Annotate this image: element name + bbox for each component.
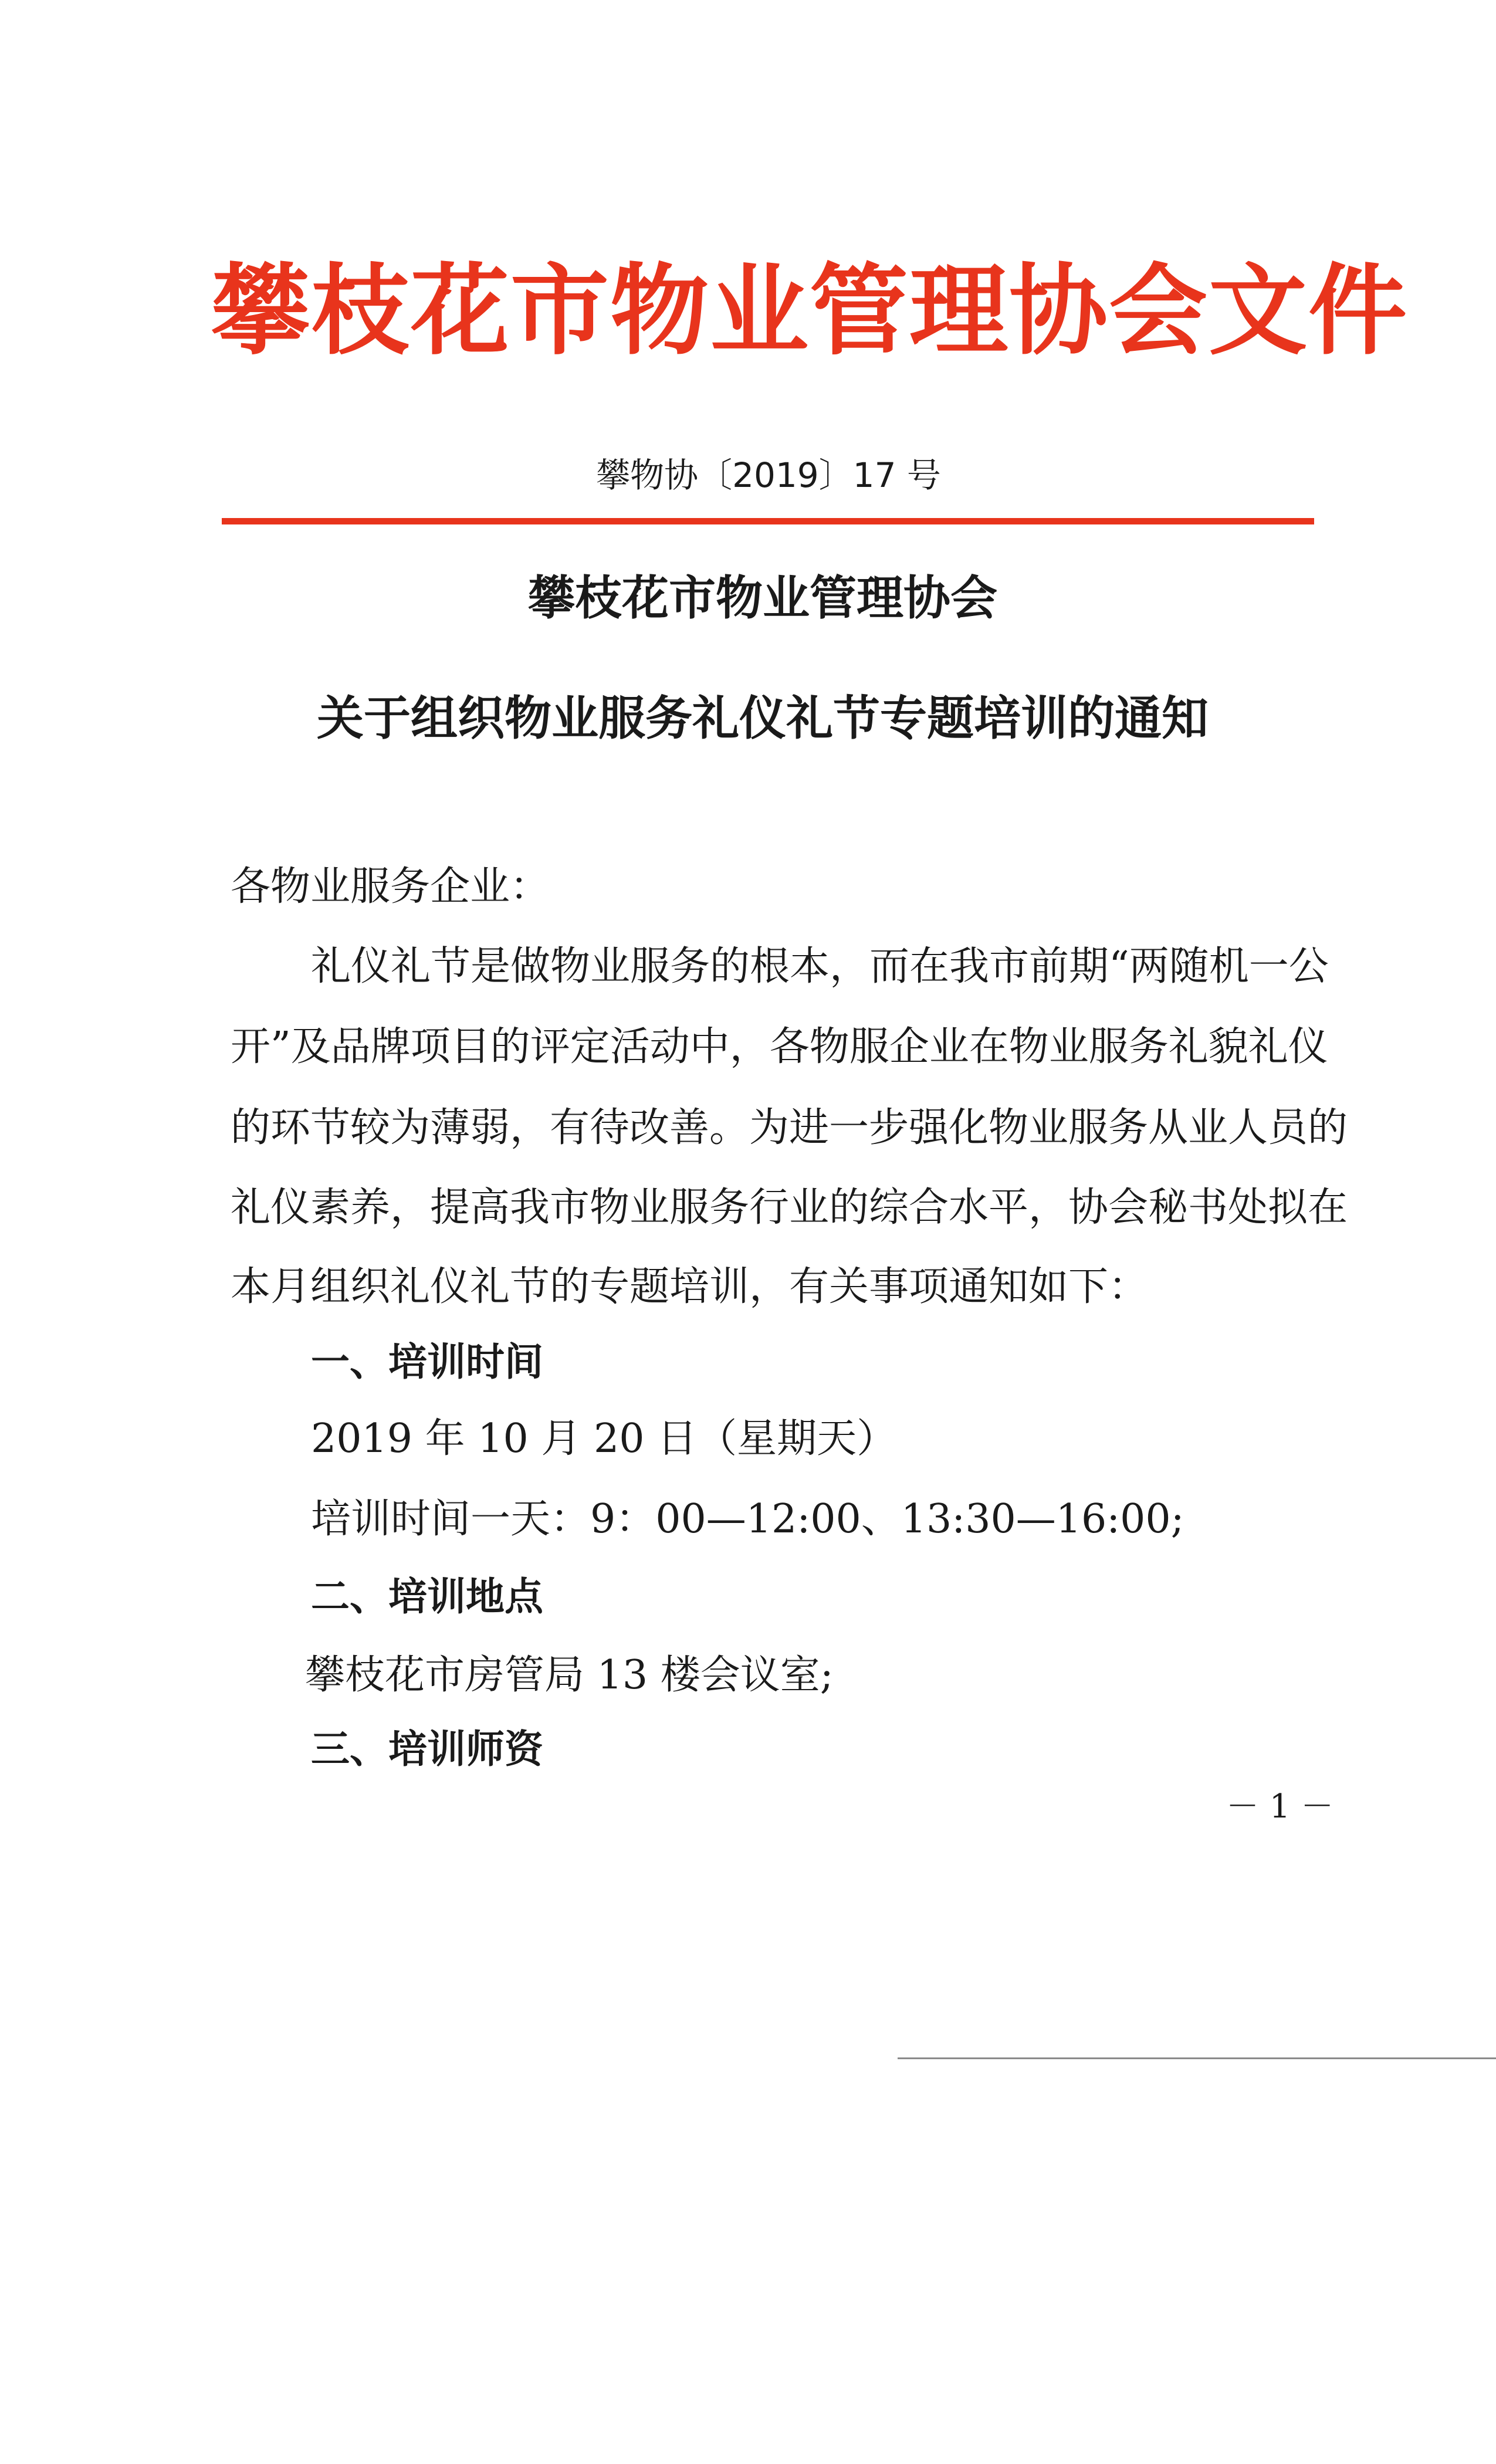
page-number: － 1 － bbox=[1226, 1788, 1334, 1826]
training-date: 2019 年 10 月 20 日（星期天） bbox=[311, 1416, 897, 1462]
paragraph-line: 开”及品牌项目的评定活动中，各物服企业在物业服务礼貌礼仪 bbox=[231, 1024, 1328, 1070]
section-heading-place: 二、培训地点 bbox=[311, 1574, 543, 1619]
training-hours: 培训时间一天：9：00—12:00、13:30—16:00; bbox=[311, 1496, 1184, 1542]
document-number: 攀物协〔2019〕17 号 bbox=[596, 455, 941, 495]
notice-title-line-2: 关于组织物业服务礼仪礼节专题培训的通知 bbox=[317, 691, 1209, 746]
training-place: 攀枝花市房管局 13 楼会议室; bbox=[305, 1652, 834, 1698]
paragraph-line: 礼仪礼节是做物业服务的根本，而在我市前期“两随机一公 bbox=[311, 943, 1329, 990]
red-divider-line bbox=[222, 518, 1314, 524]
section-heading-time: 一、培训时间 bbox=[311, 1339, 543, 1385]
notice-title-line-1: 攀枝花市物业管理协会 bbox=[528, 571, 997, 625]
paragraph-line: 本月组织礼仪礼节的专题培训，有关事项通知如下： bbox=[231, 1264, 1149, 1310]
section-heading-teachers: 三、培训师资 bbox=[311, 1727, 543, 1772]
scan-edge-line bbox=[898, 2057, 1496, 2059]
document-header-title: 攀枝花市物业管理协会文件 bbox=[211, 253, 1408, 368]
salutation: 各物业服务企业： bbox=[231, 864, 550, 910]
paragraph-line: 礼仪素养，提高我市物业服务行业的综合水平，协会秘书处拟在 bbox=[231, 1184, 1348, 1231]
paragraph-line: 的环节较为薄弱，有待改善。为进一步强化物业服务从业人员的 bbox=[231, 1105, 1348, 1151]
